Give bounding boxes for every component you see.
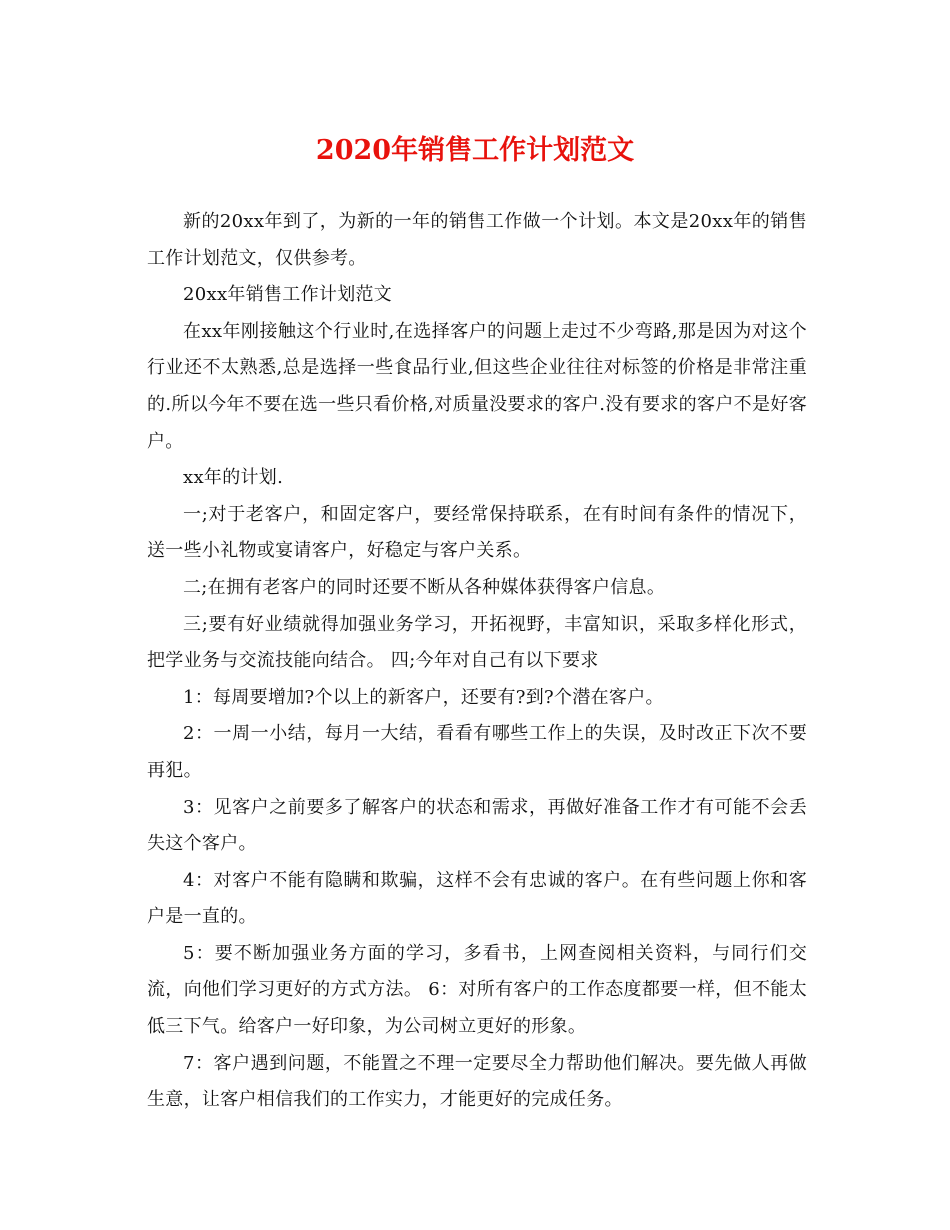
document-body: [147, 204, 807, 1119]
paragraph: 一;对于老客户，和固定客户，要经常保持联系，在有时间有条件的情况下，送一些小礼物或宴请客户，好稳定与客户关系。: [147, 503, 807, 562]
paragraph: 7：客户遇到问题，不能置之不理一定要尽全力帮助他们解决。要先做人再做生意，让客户相信我们的工作实力，才能更好的完成任务。: [147, 1052, 807, 1111]
paragraph: 三;要有好业绩就得加强业务学习，开拓视野，丰富知识，采取多样化形式，把学业务与交流技能向结合。 四;今年对自己有以下要求: [147, 613, 807, 672]
paragraph: 3：见客户之前要多了解客户的状态和需求，再做好准备工作才有可能不会丢失这个客户。: [147, 796, 807, 855]
document-title: 2020年销售工作计划范文: [315, 135, 635, 166]
paragraph: 2：一周一小结，每月一大结，看看有哪些工作上的失误，及时改正下次不要再犯。: [147, 723, 807, 781]
paragraph: 20xx年销售工作计划范文: [183, 284, 393, 306]
paragraph: 新的20xx年到了，为新的一年的销售工作做一个计划。本文是20xx年的销售工作计划范文，仅供参考。: [147, 211, 807, 269]
paragraph: 4：对客户不能有隐瞒和欺骗，这样不会有忠诚的客户。在有些问题上你和客户是一直的。: [147, 869, 807, 928]
paragraph: 5：要不断加强业务方面的学习，多看书，上网查阅相关资料，与同行们交流，向他们学习更好的方式方法。 6：对所有客户的工作态度都要一样，但不能太低三下气。给客户一好印象，为公司树立更好的形象。: [147, 942, 807, 1038]
paragraph: 二;在拥有老客户的同时还要不断从各种媒体获得客户信息。: [183, 576, 666, 598]
paragraph: xx年的计划.: [183, 467, 284, 489]
paragraph: 1：每周要增加?个以上的新客户，还要有?到?个潜在客户。: [183, 686, 664, 708]
paragraph: 在xx年刚接触这个行业时,在选择客户的问题上走过不少弯路,那是因为对这个行业还不太熟悉,总是选择一些食品行业,但这些企业往往对标签的价格是非常注重的.所以今年不要在选一些只看价格,对质量没要求的客户.没有要求的客户不是好客户。: [147, 320, 807, 452]
